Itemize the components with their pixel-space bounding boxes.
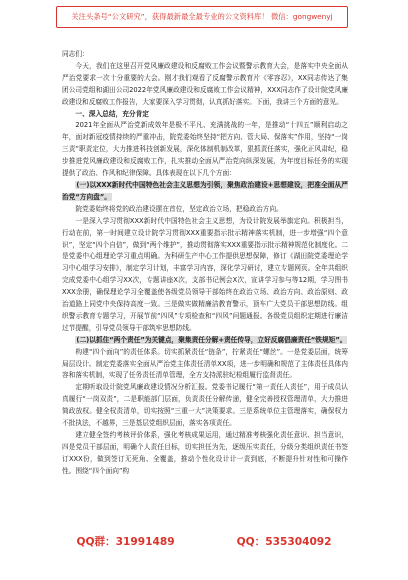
paragraph xyxy=(62,61,348,109)
paragraph-text: 建立健全签约考核评价体系，强化考核成果运用，通过精准考核强化责任意识、担当意识，四是党员干部层面，明确个人责任目标，切实担任为先，逐级压实责任，分级分类组织责任书签订XXX份，做到签订无死角、全覆盖，推动个性化设计计一责到底，不断提升针对性和可操作性。围绕“四个面向”构 xyxy=(62,431,348,475)
promo-banner xyxy=(56,6,348,28)
paragraph xyxy=(62,204,348,216)
paragraph-text: (二)以抓住“两个责任”为关键点，聚集责任分解+责任传导，立好反腐倡廉责任“铁规矩”。 xyxy=(76,335,347,344)
paragraph-text: 构建“四个面向”的责任体系。切实抓紧责任“链条”，拧紧责任“螺丝”。一是党委层面，统筹局层设计。制定党委落实全面从严治党主体责任清单XX项，进一步明确和规范了主体责任具体内容和落实机制，实现了任务责任清单管理，全方支持派驻纪检组履行监督责任。 xyxy=(62,347,348,380)
document-body xyxy=(62,49,348,478)
section-heading xyxy=(62,109,348,121)
paragraph xyxy=(62,382,348,430)
paragraph-text: 一、深入总结，充分肯定 xyxy=(75,109,149,118)
promo-banner-text: 关注头条号“公文研究”，获得最新最全最专业的公文资料库！ 微信：gongwenyj xyxy=(71,12,333,21)
paragraph-text: 同志们： xyxy=(62,50,89,58)
paragraph-text: 2021年全面从严治党新成效年是极不平凡、充满挑战的一年，是推动“十四五”顺利启动之年，面对新冠疫情持续的严重冲击，院党委始终坚持“把方向、管大局、保落实”作用，坚持“一岗三责”职责定位，大力推进科技创新发展，深化体制机制改革，狠抓责任落实，强化正风肃纪，稳步推进党风廉政建设和反腐败工作，扎实推动全面从严治党向纵深发展，为年度目标任务的实现提供了政治、作风和纪律保障。具体表现在以下几个方面： xyxy=(62,121,348,178)
footer-qq: QQ：535304092 xyxy=(236,535,332,548)
paragraph xyxy=(62,120,348,180)
paragraph-text: (一)以XXX新时代中国特色社会主义思想为引领，聚焦政治建设+思想建设，把准全面从严治党“方向盘”。 xyxy=(62,180,348,201)
paragraph xyxy=(62,347,348,383)
footer-qq-group: QQ群：31991489 xyxy=(76,535,175,548)
footer-contact xyxy=(0,530,408,552)
paragraph-text: 定期听取设计院党风廉政建设情况分析汇报。党委书记履行“第一责任人责任”，用于成员认真履行“一岗双责”，二是职能部门层面，负责责任分解传递，健全完善授权管理清单，大力推进简政放权。健全权责清单，切实按照“三重一大”决策要求。三是系统单位主管理落实，确保权力不批执法，不越界，三是基层党组织层面，落实各项责任。 xyxy=(62,383,348,428)
paragraph xyxy=(62,216,348,335)
paragraph-text: 一是深入学习贯彻XXX新时代中国特色社会主义思想，为设计院发展举旗定向。积极担当，行动在前，第一时间建立设计院学习贯彻XXX重要指示批示精神落实机制，进一步增强“四个意识”，坚定“四个自信”，做到“两个维护”，推动贯彻落实XXX重要指示批示精神规范化制度化。二是党委中心组理论学习重点明确。为科研生产中心工作提供思想保障，修订《湖田院党委理论学习中心组学习安排》，制定学习计划，丰富学习内容，深化学习研讨，建立专题网页。全年共组织完成党委中心组学习XX次，专题讲座X次，支部书记例会X次，宣讲学习参与等12期，学习图书XXX余册，确保理论学习全覆盖使各级党员领导干部始终在政治立场、政治方向、政治原则、政治道路上同党中央保持高度一致。三是做实做精廉洁教育警示，顶车广大党员干部思想防线。组织警示教育专题学习，开展节前“四风”专项检查和“四风”问题通报。各级党员组织定期进行廉洁过节提醒，引导党员领导干部筑牢思想防线。 xyxy=(62,216,348,332)
section-heading xyxy=(62,335,348,347)
paragraph-text: 今天，我们在这里召开党风廉政建设和反腐败工作会议暨警示教育大会，是落实中央全面从严治党要求一次十分重要的大会。刚才我们观看了反腐警示教育片《零容忍》，XX同志传达了集团公司党组和湖田公司2022年党风廉政建设和反腐败工作会议精神，XXX同志作了设计院党风廉政建设和反腐败工作报告，大家要深入学习贯彻，认真抓好落实。下面，我讲三个方面的意见。 xyxy=(62,61,348,106)
paragraph xyxy=(62,49,348,61)
paragraph xyxy=(62,430,348,478)
paragraph-text: 院党委始终将党的政治建设摆在首位，坚定政治立场，把稳政治方向。 xyxy=(75,204,283,213)
section-heading xyxy=(62,180,348,204)
